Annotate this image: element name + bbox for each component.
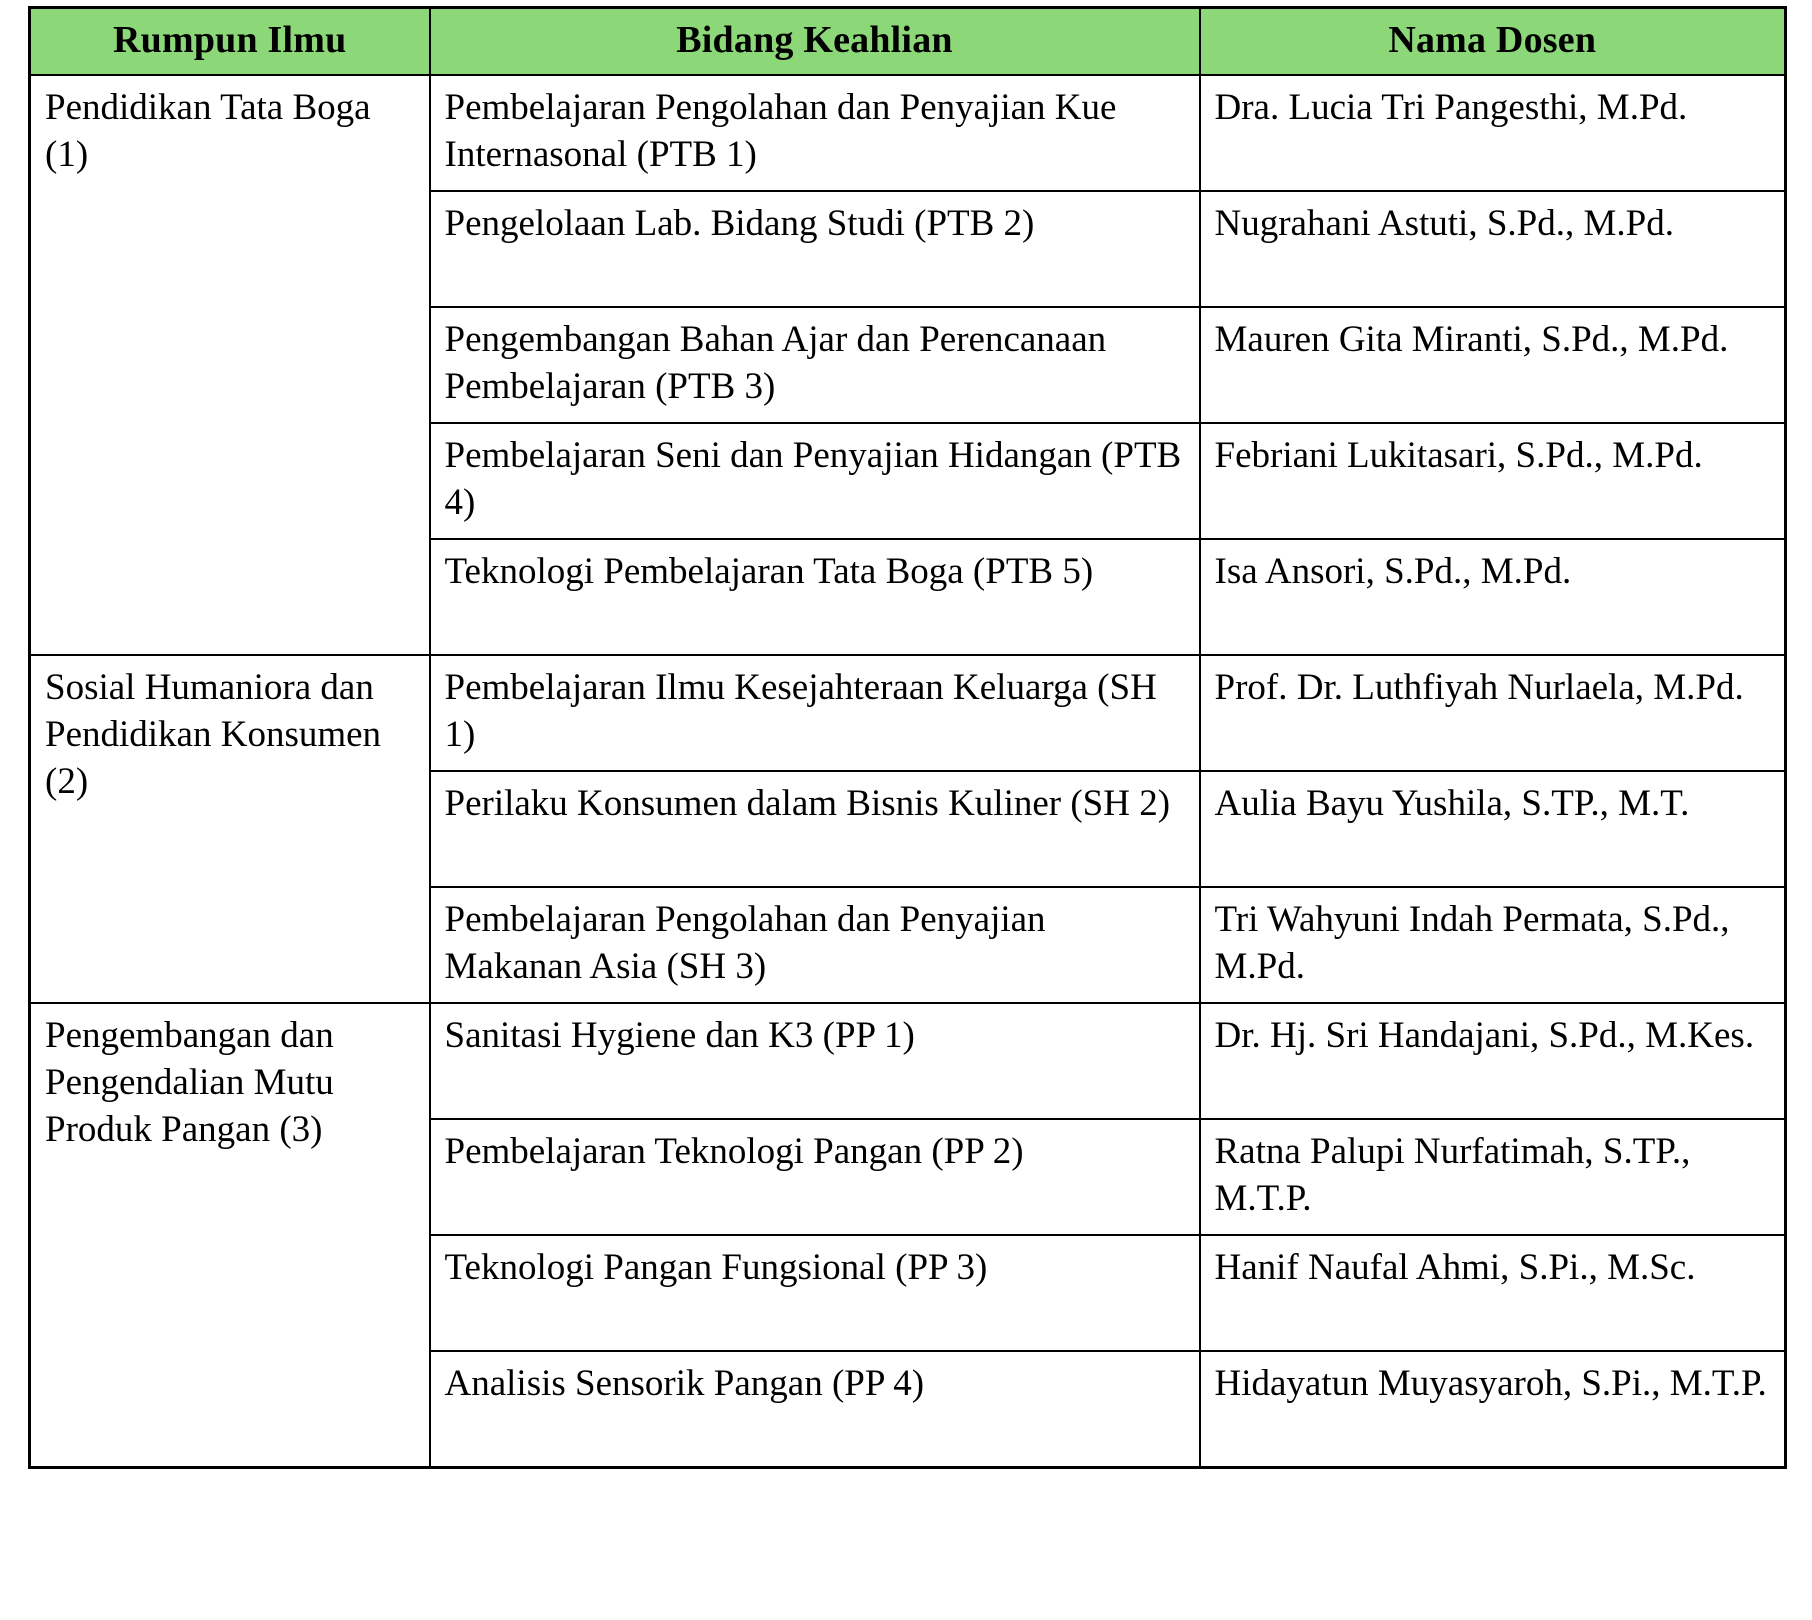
skill-cell: Perilaku Konsumen dalam Bisnis Kuliner (SH 2)	[430, 771, 1200, 887]
skill-cell: Sanitasi Hygiene dan K3 (PP 1)	[430, 1003, 1200, 1119]
lecturer-cell: Ratna Palupi Nurfatimah, S.TP., M.T.P.	[1200, 1119, 1786, 1235]
lecturer-cell: Dr. Hj. Sri Handajani, S.Pd., M.Kes.	[1200, 1003, 1786, 1119]
column-header-bidang-keahlian: Bidang Keahlian	[430, 8, 1200, 75]
skill-cell: Pembelajaran Pengolahan dan Penyajian Makanan Asia (SH 3)	[430, 887, 1200, 1003]
lecturer-cell: Hidayatun Muyasyaroh, S.Pi., M.T.P.	[1200, 1351, 1786, 1468]
lecturer-cell: Hanif Naufal Ahmi, S.Pi., M.Sc.	[1200, 1235, 1786, 1351]
table-row	[30, 655, 1786, 771]
column-header-rumpun-ilmu: Rumpun Ilmu	[30, 8, 430, 75]
lecturer-cell: Febriani Lukitasari, S.Pd., M.Pd.	[1200, 423, 1786, 539]
table-header	[30, 8, 1786, 75]
lecturer-cell: Mauren Gita Miranti, S.Pd., M.Pd.	[1200, 307, 1786, 423]
group-cell-1: Pendidikan Tata Boga (1)	[30, 75, 430, 655]
group-cell-2: Sosial Humaniora dan Pendidikan Konsumen (2)	[30, 655, 430, 1003]
skill-cell: Pembelajaran Ilmu Kesejahteraan Keluarga (SH 1)	[430, 655, 1200, 771]
table-header-row	[30, 8, 1786, 75]
skill-cell: Pengelolaan Lab. Bidang Studi (PTB 2)	[430, 191, 1200, 307]
skill-cell: Analisis Sensorik Pangan (PP 4)	[430, 1351, 1200, 1468]
skill-cell: Pembelajaran Teknologi Pangan (PP 2)	[430, 1119, 1200, 1235]
column-header-nama-dosen: Nama Dosen	[1200, 8, 1786, 75]
table-row	[30, 1003, 1786, 1119]
lecturer-cell: Tri Wahyuni Indah Permata, S.Pd., M.Pd.	[1200, 887, 1786, 1003]
lecturer-cell: Isa Ansori, S.Pd., M.Pd.	[1200, 539, 1786, 655]
skill-cell: Pembelajaran Seni dan Penyajian Hidangan (PTB 4)	[430, 423, 1200, 539]
lecturer-cell: Nugrahani Astuti, S.Pd., M.Pd.	[1200, 191, 1786, 307]
expertise-table	[28, 6, 1787, 1469]
lecturer-cell: Aulia Bayu Yushila, S.TP., M.T.	[1200, 771, 1786, 887]
skill-cell: Teknologi Pembelajaran Tata Boga (PTB 5)	[430, 539, 1200, 655]
skill-cell: Teknologi Pangan Fungsional (PP 3)	[430, 1235, 1200, 1351]
table-row	[30, 75, 1786, 191]
group-cell-3: Pengembangan dan Pengendalian Mutu Produk Pangan (3)	[30, 1003, 430, 1468]
skill-cell: Pengembangan Bahan Ajar dan Perencanaan Pembelajaran (PTB 3)	[430, 307, 1200, 423]
lecturer-cell: Dra. Lucia Tri Pangesthi, M.Pd.	[1200, 75, 1786, 191]
skill-cell: Pembelajaran Pengolahan dan Penyajian Kue Internasonal (PTB 1)	[430, 75, 1200, 191]
lecturer-cell: Prof. Dr. Luthfiyah Nurlaela, M.Pd.	[1200, 655, 1786, 771]
table-body	[30, 75, 1786, 1468]
